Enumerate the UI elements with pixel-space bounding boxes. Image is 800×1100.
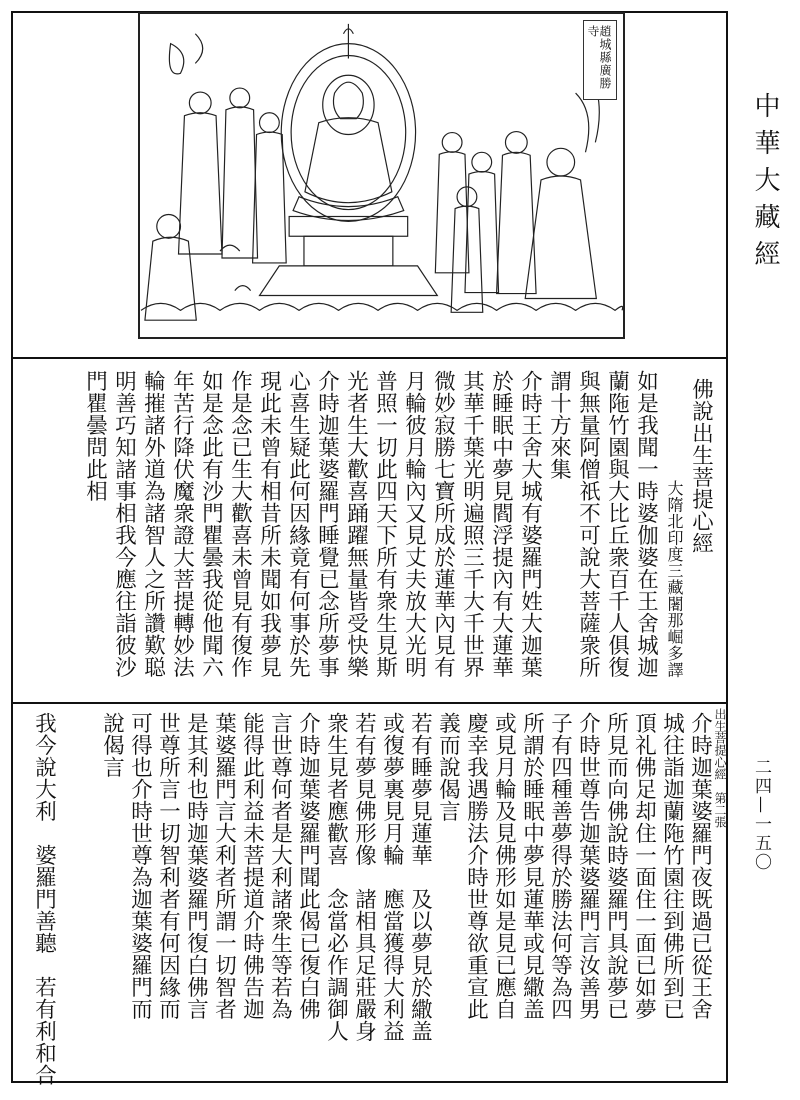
text-column: 可得也介時世尊為迦葉婆羅門而 [127, 712, 153, 1020]
text-column: 心喜生疑此何因緣竟有何事於先 [285, 370, 311, 678]
text-column: 介時世尊告迦葉婆羅門言汝善男 [575, 712, 601, 1020]
text-column: 所見而向佛說時婆羅門具說夢已 [603, 712, 629, 1020]
illustration-drawing [140, 14, 623, 337]
verse-column: 若有夢見佛形像 諸相具足莊嚴身 [351, 712, 377, 1042]
text-column: 於睡眠中夢見閻浮提內有大蓮華 [488, 370, 514, 678]
text-column: 介時迦葉婆羅門夜既過已從王舍 [687, 712, 713, 1020]
page-number: 二四—一五〇 [751, 758, 771, 872]
sutra-title: 佛說出生菩提心經 [688, 378, 714, 554]
verse-column: 或復夢裏見月輪 應當獲得大利益 [379, 712, 405, 1042]
text-column: 門瞿曇問此相 [82, 370, 108, 502]
text-column: 蘭陁竹園與大比丘衆百千人俱復 [604, 370, 630, 678]
text-column: 慶幸我遇勝法介時世尊欲重宣此 [463, 712, 489, 1020]
text-column: 能得此利益未菩提道介時佛告迦 [239, 712, 265, 1020]
text-column: 言世尊何者是大利諸衆生等若為 [267, 712, 293, 1020]
verse-column: 若有睡夢見蓮華 及以夢見於繖盖 [407, 712, 433, 1042]
text-column: 介時迦葉婆羅門聞此偈已復白佛 [295, 712, 321, 1020]
text-column: 或見月輪及見佛形如是見已應自 [491, 712, 517, 1020]
text-column: 現此未曾有相昔所未聞如我夢見 [256, 370, 282, 678]
text-column: 說偈言 [99, 712, 125, 778]
text-column: 所謂於睡眠中夢見蓮華或見繖盖 [519, 712, 545, 1020]
text-column: 城往詣迦蘭陁竹園往到佛所到已 [659, 712, 685, 1020]
text-column: 世尊所言一切智利者有何因緣而 [155, 712, 181, 1020]
text-column: 輪摧諸外道為諸智人之所讚歎聪 [140, 370, 166, 678]
buddha-assembly-illustration [138, 12, 625, 339]
text-column: 是其利也時迦葉婆羅門復白佛言 [183, 712, 209, 1020]
text-column: 與無量阿僧祇不可說大菩薩衆所 [575, 370, 601, 678]
text-column: 葉婆羅門言大利者所謂一切智者 [211, 712, 237, 1020]
translator-line: 大隋北印度三藏闍那崛多譯 [665, 480, 684, 678]
canon-title: 中華大藏經 [750, 92, 780, 277]
verse-column: 我今說大利 婆羅門善聽 若有利和合 [31, 712, 57, 1086]
divider-lower [11, 702, 728, 704]
text-column: 如是念此有沙門瞿曇我從他聞六 [198, 370, 224, 678]
illustration-cartouche [583, 20, 617, 100]
text-column: 其華千葉光明遍照三千大千世界 [459, 370, 485, 678]
divider-upper [11, 357, 728, 359]
text-column: 義而說偈言 [435, 712, 461, 822]
text-column: 微妙寂勝七寶所成於蓮華內見有 [430, 370, 456, 678]
text-column: 月輪彼月輪內又見丈夫放大光明 [401, 370, 427, 678]
text-column: 年苦行降伏魔衆證大菩提轉妙法 [169, 370, 195, 678]
verse-column: 衆生見者應歡喜 念當必作調御人 [323, 712, 349, 1042]
text-column: 謂十方來集 [546, 370, 572, 480]
cartouche-text: 趙城縣廣勝寺 [586, 25, 612, 90]
text-column: 作是念已生大歡喜未曾見有復作 [227, 370, 253, 678]
text-column: 光者生大歡喜踊躍無量皆受快樂 [343, 370, 369, 678]
text-column: 普照一切此四天下所有衆生見斯 [372, 370, 398, 678]
block-side-note: 出生菩提心經 第二張 [713, 708, 727, 828]
text-column: 介時王舍大城有婆羅門姓大迦葉 [517, 370, 543, 678]
text-column: 子有四種善夢得於勝法何等為四 [547, 712, 573, 1020]
text-column: 如是我聞一時婆伽婆在王舍城迦 [633, 370, 659, 678]
text-column: 明善巧知諸事相我今應往詣彼沙 [111, 370, 137, 678]
text-column: 頂礼佛足却住一面住一面已如夢 [631, 712, 657, 1020]
text-column: 介時迦葉婆羅門睡覺已念所夢事 [314, 370, 340, 678]
